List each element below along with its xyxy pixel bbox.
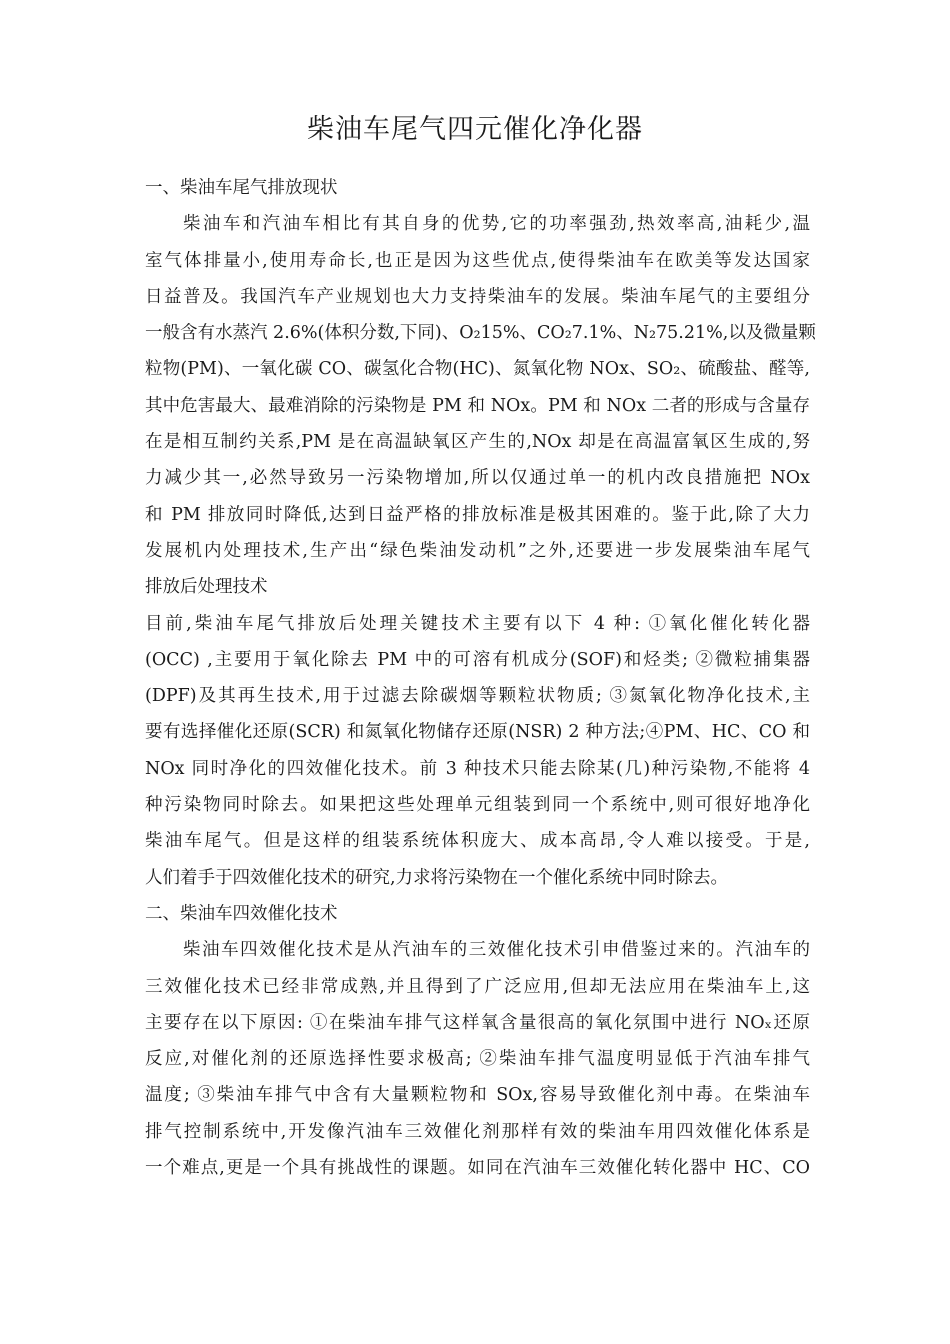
paragraph-line: 人们着手于四效催化技术的研究,力求将污染物在一个催化系统中同时除去。: [145, 867, 729, 888]
paragraph-line: 日益普及。我国汽车产业规划也大力支持柴油车的发展。柴油车尾气的主要组分: [145, 286, 810, 307]
section-heading-1: 一、柴油车尾气排放现状: [145, 178, 338, 198]
paragraph-line: 一个难点,更是一个具有挑战性的课题。如同在汽油车三效催化转化器中 HC、CO: [145, 1158, 810, 1179]
document-title: 柴油车尾气四元催化净化器: [307, 114, 643, 145]
paragraph-line: 三效催化技术已经非常成熟,并且得到了广泛应用,但却无法应用在柴油车上,这: [145, 976, 810, 997]
document-body: [145, 170, 816, 1186]
paragraph-line: 要有选择催化还原(SCR) 和氮氧化物储存还原(NSR) 2 种方法;④PM、HC、CO 和: [145, 722, 810, 743]
paragraph-line: 排放后处理技术: [145, 577, 268, 598]
paragraph-line: 温度; ③柴油车排气中含有大量颗粒物和 SOx,容易导致催化剂中毒。在柴油车: [145, 1085, 810, 1106]
section-heading-2: 二、柴油车四效催化技术: [145, 903, 338, 924]
paragraph-line: 排气控制系统中,开发像汽油车三效催化剂那样有效的柴油车用四效催化体系是: [145, 1121, 810, 1142]
paragraph-line: 种污染物同时除去。如果把这些处理单元组装到同一个系统中,则可很好地净化: [145, 795, 810, 816]
paragraph-line: (OCC) ,主要用于氧化除去 PM 中的可溶有机成分(SOF)和烃类; ②微粒捕集器: [145, 649, 810, 670]
paragraph-line: 主要存在以下原因: ①在柴油车排气这样氧含量很高的氧化氛围中进行 NOₓ还原: [145, 1012, 810, 1033]
paragraph-line: NOx 同时净化的四效催化技术。前 3 种技术只能去除某(几)种污染物,不能将 4: [145, 758, 810, 779]
paragraph-line: 力减少其一,必然导致另一污染物增加,所以仅通过单一的机内改良措施把 NOx: [145, 468, 810, 489]
paragraph-line: 一般含有水蒸汽 2.6%(体积分数,下同)、O₂15%、CO₂7.1%、N₂75.21%,以及微量颗: [145, 323, 816, 344]
paragraph-line: 柴油车和汽油车相比有其自身的优势,它的功率强劲,热效率高,油耗少,温: [183, 214, 810, 235]
paragraph-line: 和 PM 排放同时降低,达到日益严格的排放标准是极其困难的。鉴于此,除了大力: [145, 504, 810, 525]
paragraph-line: 目前,柴油车尾气排放后处理关键技术主要有以下 4 种: ①氧化催化转化器: [145, 613, 810, 634]
paragraph-line: 发展机内处理技术,生产出“绿色柴油发动机”之外,还要进一步发展柴油车尾气: [145, 540, 810, 561]
paragraph-line: 柴油车四效催化技术是从汽油车的三效催化技术引申借鉴过来的。汽油车的: [183, 940, 810, 961]
paragraph-line: 室气体排量小,使用寿命长,也正是因为这些优点,使得柴油车在欧美等发达国家: [145, 250, 810, 271]
paragraph-line: 粒物(PM)、一氧化碳 CO、碳氢化合物(HC)、氮氧化物 NOx、SO₂、硫酸盐、醛等,: [145, 359, 810, 380]
paragraph-line: (DPF)及其再生技术,用于过滤去除碳烟等颗粒状物质; ③氮氧化物净化技术,主: [145, 686, 810, 707]
paragraph-line: 在是相互制约关系,PM 是在高温缺氧区产生的,NOx 却是在高温富氧区生成的,努: [145, 432, 810, 453]
paragraph-line: 反应,对催化剂的还原选择性要求极高; ②柴油车排气温度明显低于汽油车排气: [145, 1049, 810, 1070]
paragraph-line: 柴油车尾气。但是这样的组装系统体积庞大、成本高昂,令人难以接受。于是,: [145, 831, 810, 852]
paragraph-line: 其中危害最大、最难消除的污染物是 PM 和 NOx。PM 和 NOx 二者的形成与含量存: [145, 395, 810, 416]
